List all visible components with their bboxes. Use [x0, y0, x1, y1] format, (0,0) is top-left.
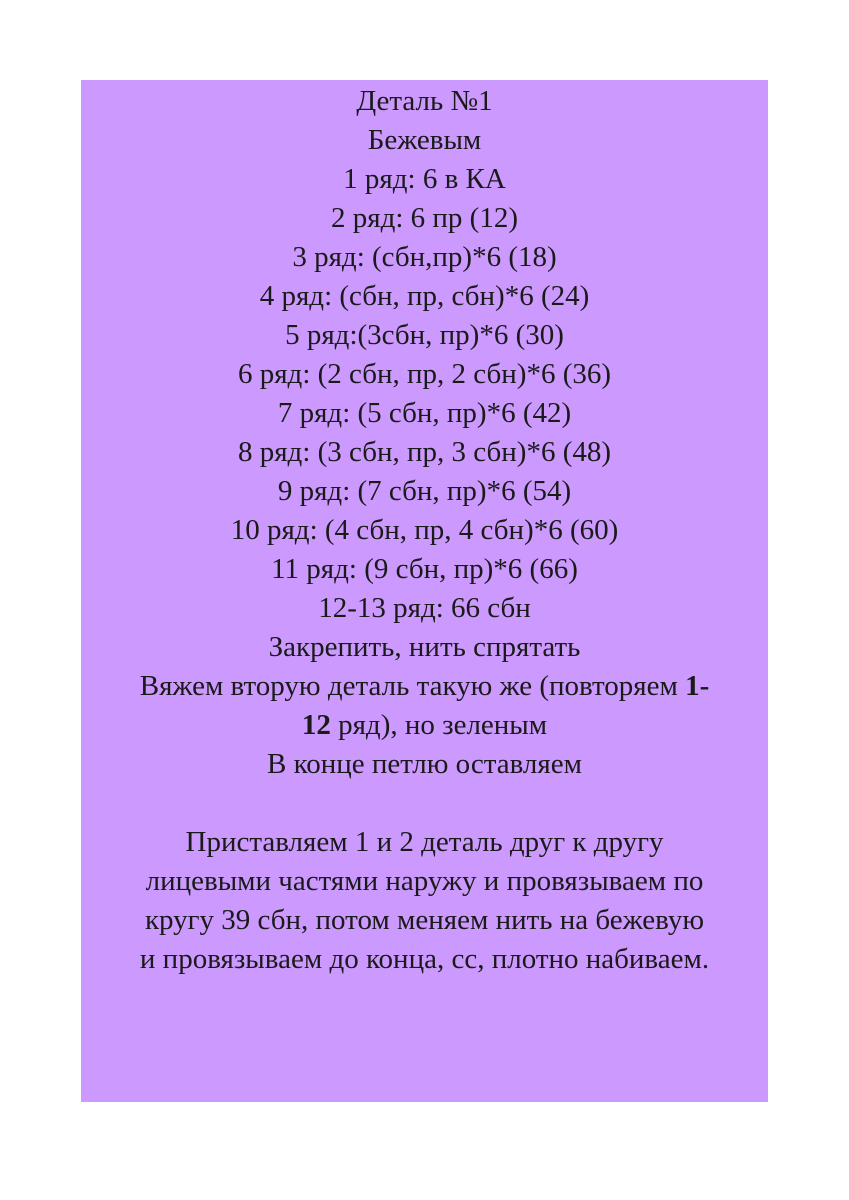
row-10: 10 ряд: (4 сбн, пр, 4 сбн)*6 (60) [230, 514, 619, 546]
second-part-line-1 [81, 667, 768, 706]
pattern-panel [81, 80, 768, 1102]
row-3: 3 ряд: (сбн,пр)*6 (18) [292, 241, 557, 273]
loop-note: В конце петлю оставляем [267, 748, 582, 780]
pattern-text [81, 82, 768, 979]
row-2: 2 ряд: 6 пр (12) [331, 202, 518, 234]
row-7: 7 ряд: (5 сбн, пр)*6 (42) [277, 397, 572, 429]
row-8: 8 ряд: (3 сбн, пр, 3 сбн)*6 (48) [237, 436, 612, 468]
second-part-text-1: Вяжем вторую деталь такую же (повторяем [139, 670, 686, 702]
row-12-13: 12-13 ряд: 66 сбн [318, 592, 531, 624]
row-9: 9 ряд: (7 сбн, пр)*6 (54) [277, 475, 572, 507]
assembly-line-3: кругу 39 сбн, потом меняем нить на бежевую [144, 904, 705, 936]
second-part-line-2 [81, 706, 768, 745]
row-5: 5 ряд:(3сбн, пр)*6 (30) [285, 319, 564, 351]
assembly-line-1: Приставляем 1 и 2 деталь друг к другу [185, 826, 664, 858]
paragraph-gap [81, 784, 768, 823]
assembly-line-4: и провязываем до конца, сс, плотно набиваем. [139, 943, 710, 975]
row-4: 4 ряд: (сбн, пр, сбн)*6 (24) [259, 280, 590, 312]
color-note: Бежевым [367, 124, 482, 156]
second-part-bold-1: 1- [685, 670, 710, 702]
pattern-title: Деталь №1 [356, 85, 493, 117]
second-part-bold-2: 12 [301, 709, 331, 741]
row-6: 6 ряд: (2 сбн, пр, 2 сбн)*6 (36) [237, 358, 612, 390]
second-part-text-2: ряд), но зеленым [330, 709, 548, 741]
row-11: 11 ряд: (9 сбн, пр)*6 (66) [271, 553, 578, 585]
row-1: 1 ряд: 6 в КА [343, 163, 506, 195]
assembly-line-2: лицевыми частями наружу и провязываем по [145, 865, 704, 897]
finish-note: Закрепить, нить спрятать [268, 631, 581, 663]
